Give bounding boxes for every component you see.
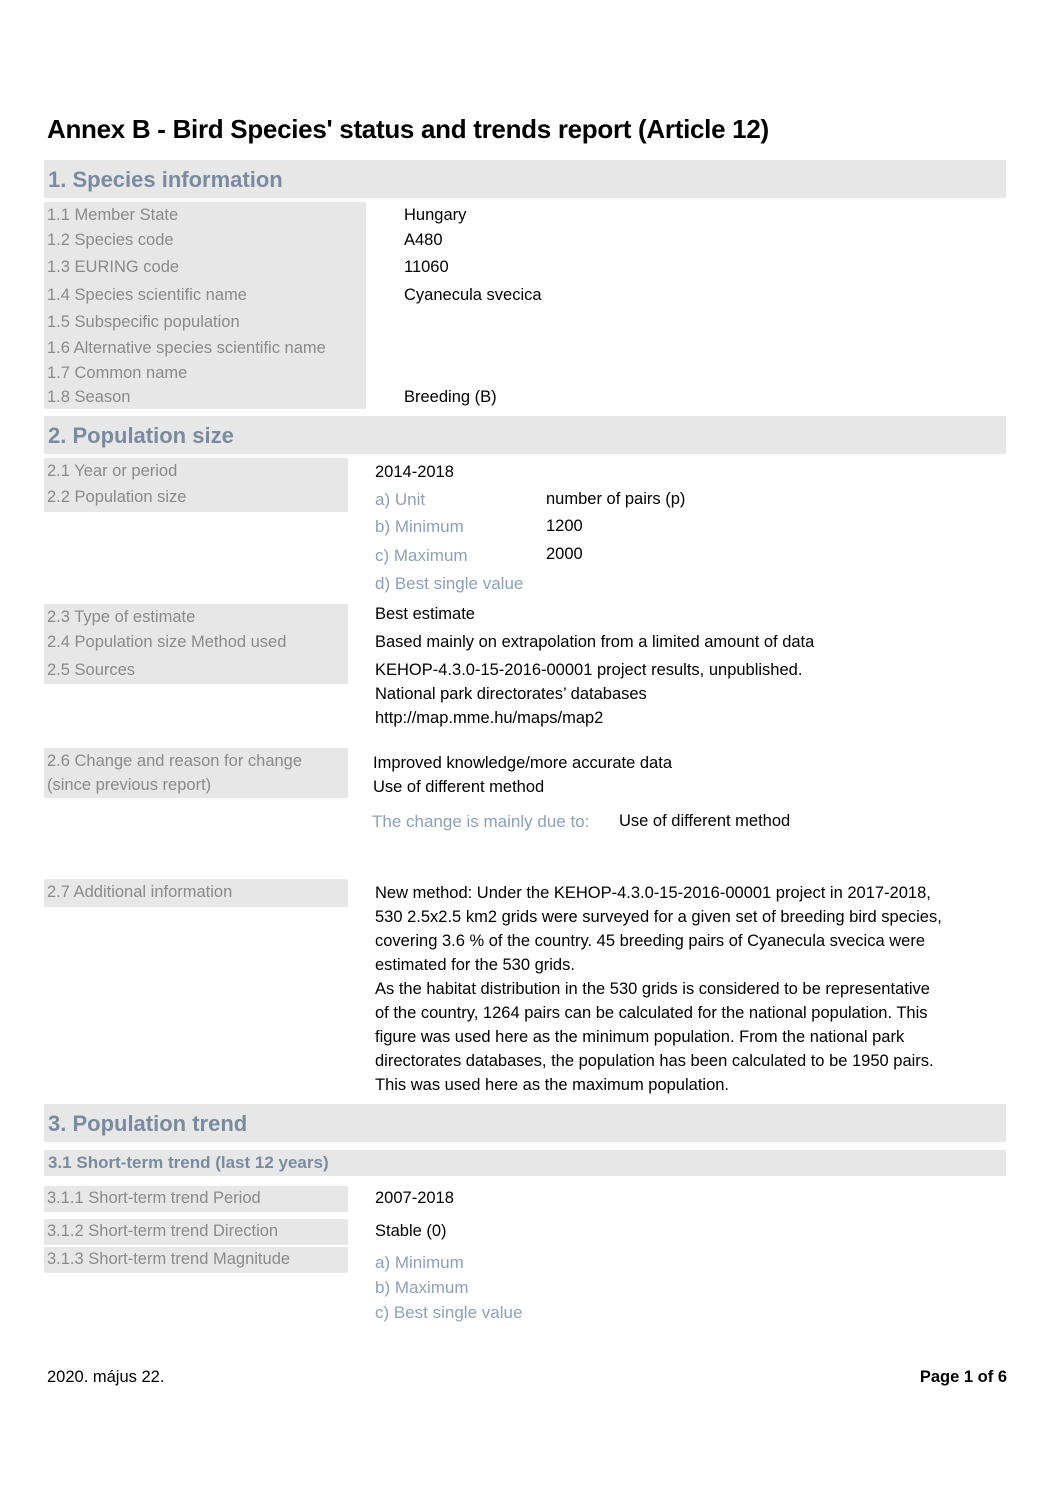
additional-info-line: covering 3.6 % of the country. 45 breeding pairs of Cyanecula svecica were bbox=[375, 932, 925, 950]
additional-info-line: 530 2.5x2.5 km2 grids were surveyed for a given set of breeding bird species, bbox=[375, 908, 942, 926]
value-type-of-estimate: Best estimate bbox=[375, 605, 475, 623]
value-change-reason-1: Improved knowledge/more accurate data bbox=[373, 754, 672, 772]
subsection-header-short-term-trend: 3.1 Short-term trend (last 12 years) bbox=[44, 1150, 1006, 1176]
additional-info-line: figure was used here as the minimum population. From the national park bbox=[375, 1028, 905, 1046]
value-change-reason-2: Use of different method bbox=[373, 778, 545, 796]
additional-info-line: directorates databases, the population has been calculated to be 1950 pairs. bbox=[375, 1052, 934, 1070]
label-additional-information: 2.7 Additional information bbox=[47, 883, 233, 901]
label-method-used: 2.4 Population size Method used bbox=[47, 633, 287, 651]
value-maximum: 2000 bbox=[546, 545, 583, 563]
label-trend-period: 3.1.1 Short-term trend Period bbox=[47, 1189, 261, 1207]
label-change-reason-2: (since previous report) bbox=[47, 776, 212, 794]
label-population-size: 2.2 Population size bbox=[47, 488, 187, 506]
value-sources-2: National park directorates’ databases bbox=[375, 685, 647, 703]
label-trend-minimum: a) Minimum bbox=[375, 1253, 464, 1272]
additional-info-line: estimated for the 530 grids. bbox=[375, 956, 575, 974]
value-scientific-name: Cyanecula svecica bbox=[404, 286, 542, 304]
additional-info-line: As the habitat distribution in the 530 grids is considered to be representative bbox=[375, 980, 930, 998]
label-scientific-name: 1.4 Species scientific name bbox=[47, 286, 247, 304]
page-title: Annex B - Bird Species' status and trends report (Article 12) bbox=[47, 114, 769, 144]
label-unit: a) Unit bbox=[375, 490, 426, 509]
additional-info-line: New method: Under the KEHOP-4.3.0-15-2016-00001 project in 2017-2018, bbox=[375, 884, 931, 902]
footer-page-number: Page 1 of 6 bbox=[919, 1368, 1007, 1386]
section-header-population-trend: 3. Population trend bbox=[44, 1104, 1006, 1142]
label-trend-magnitude: 3.1.3 Short-term trend Magnitude bbox=[47, 1250, 291, 1268]
label-change-reason-1: 2.6 Change and reason for change bbox=[47, 752, 303, 770]
value-unit: number of pairs (p) bbox=[546, 490, 686, 508]
value-sources-3: http://map.mme.hu/maps/map2 bbox=[375, 709, 604, 727]
value-euring-code: 11060 bbox=[404, 258, 449, 276]
section-header-population-size: 2. Population size bbox=[44, 416, 1006, 454]
value-sources-1: KEHOP-4.3.0-15-2016-00001 project results, unpublished. bbox=[375, 661, 803, 679]
label-alternative-name: 1.6 Alternative species scientific name bbox=[47, 339, 326, 357]
value-trend-period: 2007-2018 bbox=[375, 1189, 454, 1207]
label-species-code: 1.2 Species code bbox=[47, 231, 174, 249]
value-species-code: A480 bbox=[404, 231, 443, 249]
label-trend-maximum: b) Maximum bbox=[375, 1278, 469, 1297]
label-type-of-estimate: 2.3 Type of estimate bbox=[47, 608, 196, 626]
label-subspecific-population: 1.5 Subspecific population bbox=[47, 313, 240, 331]
label-year-or-period: 2.1 Year or period bbox=[47, 462, 178, 480]
label-trend-best-single-value: c) Best single value bbox=[375, 1303, 523, 1322]
label-member-state: 1.1 Member State bbox=[47, 206, 179, 224]
label-sources: 2.5 Sources bbox=[47, 661, 136, 679]
value-minimum: 1200 bbox=[546, 517, 583, 535]
additional-info-line: This was used here as the maximum population. bbox=[375, 1076, 730, 1094]
label-best-single-value: d) Best single value bbox=[375, 574, 524, 593]
label-euring-code: 1.3 EURING code bbox=[47, 258, 180, 276]
value-member-state: Hungary bbox=[404, 206, 467, 224]
value-trend-direction: Stable (0) bbox=[375, 1222, 447, 1240]
value-method-used: Based mainly on extrapolation from a limited amount of data bbox=[375, 633, 815, 651]
label-season: 1.8 Season bbox=[47, 388, 131, 406]
label-change-mainly-due-to: The change is mainly due to: bbox=[372, 812, 590, 831]
additional-info-line: of the country, 1264 pairs can be calculated for the national population. This bbox=[375, 1004, 928, 1022]
label-minimum: b) Minimum bbox=[375, 517, 464, 536]
value-change-mainly-due-to: Use of different method bbox=[619, 812, 791, 830]
additional-information-text bbox=[375, 881, 995, 1097]
value-year-or-period: 2014-2018 bbox=[375, 463, 454, 481]
section-header-species-information: 1. Species information bbox=[44, 160, 1006, 198]
label-trend-direction: 3.1.2 Short-term trend Direction bbox=[47, 1222, 279, 1240]
value-season: Breeding (B) bbox=[404, 388, 497, 406]
label-common-name: 1.7 Common name bbox=[47, 364, 188, 382]
label-maximum: c) Maximum bbox=[375, 546, 468, 565]
footer-date: 2020. május 22. bbox=[47, 1368, 165, 1386]
